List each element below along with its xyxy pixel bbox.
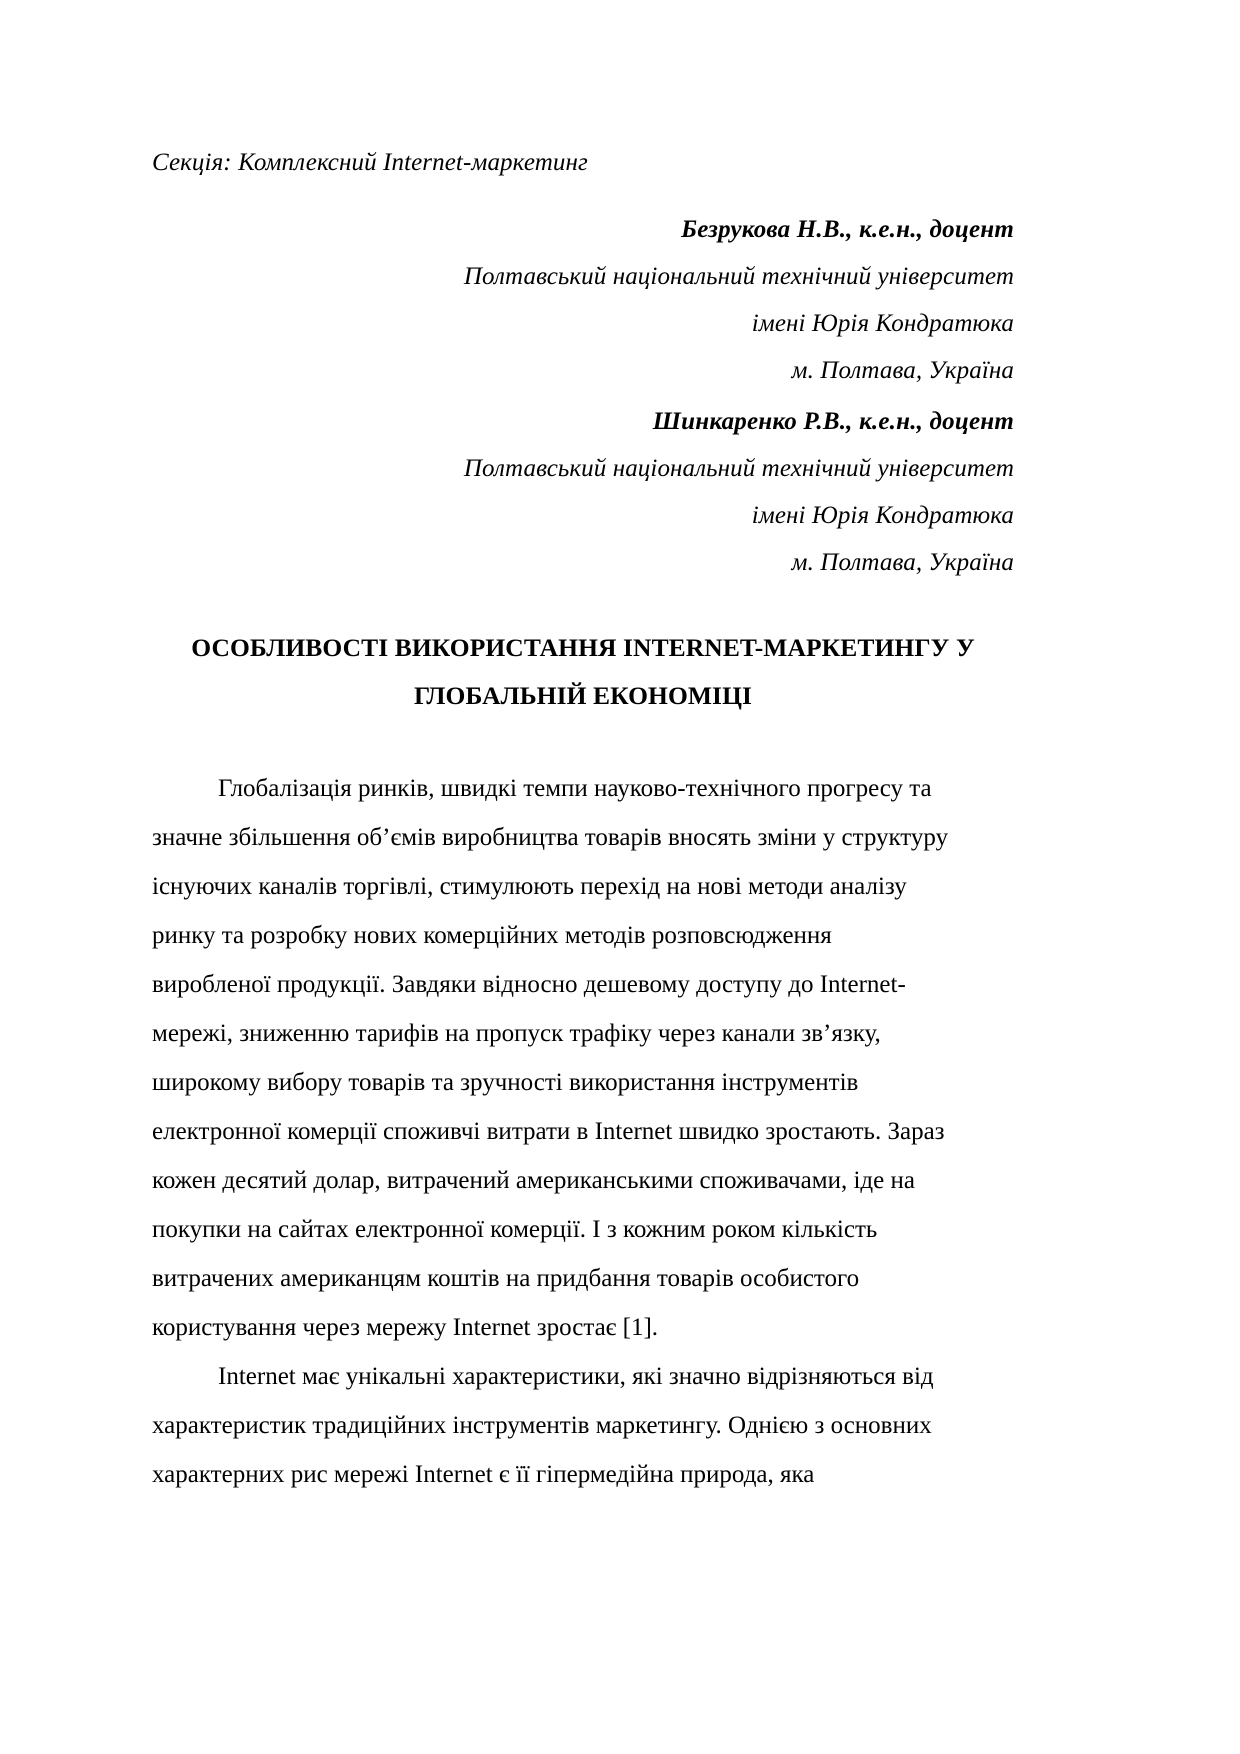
- author-affiliation-1-line-2: імені Юрія Кондратюка: [751, 310, 1014, 337]
- author-affiliation-2-line-1: Полтавський національний технічний університет: [463, 455, 1014, 482]
- page-title: [152, 635, 1014, 708]
- paragraph-2-line-1: Internet має унікальні характеристики, які значно відрізняються від: [218, 1363, 934, 1390]
- author-block: [152, 217, 1014, 575]
- author-city-1: м. Полтава, Україна: [791, 357, 1014, 384]
- paragraph-1: [152, 764, 1014, 1352]
- page-title-line-1: ОСОБЛИВОСТІ ВИКОРИСТАННЯ INTERNET-МАРКЕТИНГУ У: [191, 633, 975, 662]
- author-name-1: Безрукова Н.В., к.е.н., доцент: [681, 216, 1014, 243]
- paragraph-1-line-9: кожен десятий долар, витрачений американськими споживачами, іде на: [152, 1167, 915, 1194]
- section-label: Секція: Комплексний Internet-маркетинг: [152, 149, 588, 176]
- author-affiliation-2-line-2: імені Юрія Кондратюка: [751, 502, 1014, 529]
- paragraph-1-line-7: широкому вибору товарів та зручності використання інструментів: [152, 1069, 859, 1096]
- paragraph-1-line-1: Глобалізація ринків, швидкі темпи науково-технічного прогресу та: [218, 775, 932, 802]
- paragraph-1-line-6: мережі, зниженню тарифів на пропуск трафіку через канали зв’язку,: [152, 1020, 881, 1047]
- paragraph-1-line-8: електронної комерції споживчі витрати в Internet швидко зростають. Зараз: [152, 1118, 945, 1145]
- paragraph-1-line-3: існуючих каналів торгівлі, стимулюють перехід на нові методи аналізу: [152, 873, 907, 900]
- author-affiliation-1-line-1: Полтавський національний технічний університет: [463, 263, 1014, 290]
- author-city-2: м. Полтава, Україна: [791, 549, 1014, 576]
- paragraph-1-line-2: значне збільшення об’ємів виробництва товарів вносять зміни у структуру: [152, 824, 949, 851]
- paragraph-1-line-5: виробленої продукції. Завдяки відносно дешевому доступу до Internet-: [152, 971, 906, 998]
- document-content: [152, 150, 1014, 1499]
- paragraph-1-line-4: ринку та розробку нових комерційних методів розповсюдження: [152, 922, 832, 949]
- page-title-line-2: ГЛОБАЛЬНІЙ ЕКОНОМІЦІ: [413, 680, 753, 710]
- paragraph-1-line-11: витрачених американцям коштів на придбання товарів особистого: [152, 1265, 860, 1292]
- paragraph-2-line-3: характерних рис мережі Internet є її гіпермедійна природа, яка: [152, 1461, 815, 1488]
- paragraph-2-line-2: характеристик традиційних інструментів маркетингу. Однією з основних: [152, 1412, 932, 1439]
- body-text: [152, 764, 1014, 1499]
- author-name-2: Шинкаренко Р.В., к.е.н., доцент: [652, 408, 1014, 435]
- paragraph-1-line-12: користування через мережу Internet зростає [1].: [152, 1314, 659, 1341]
- paragraph-1-line-10: покупки на сайтах електронної комерції. І з кожним роком кількість: [152, 1216, 878, 1243]
- paragraph-2: [152, 1352, 1014, 1499]
